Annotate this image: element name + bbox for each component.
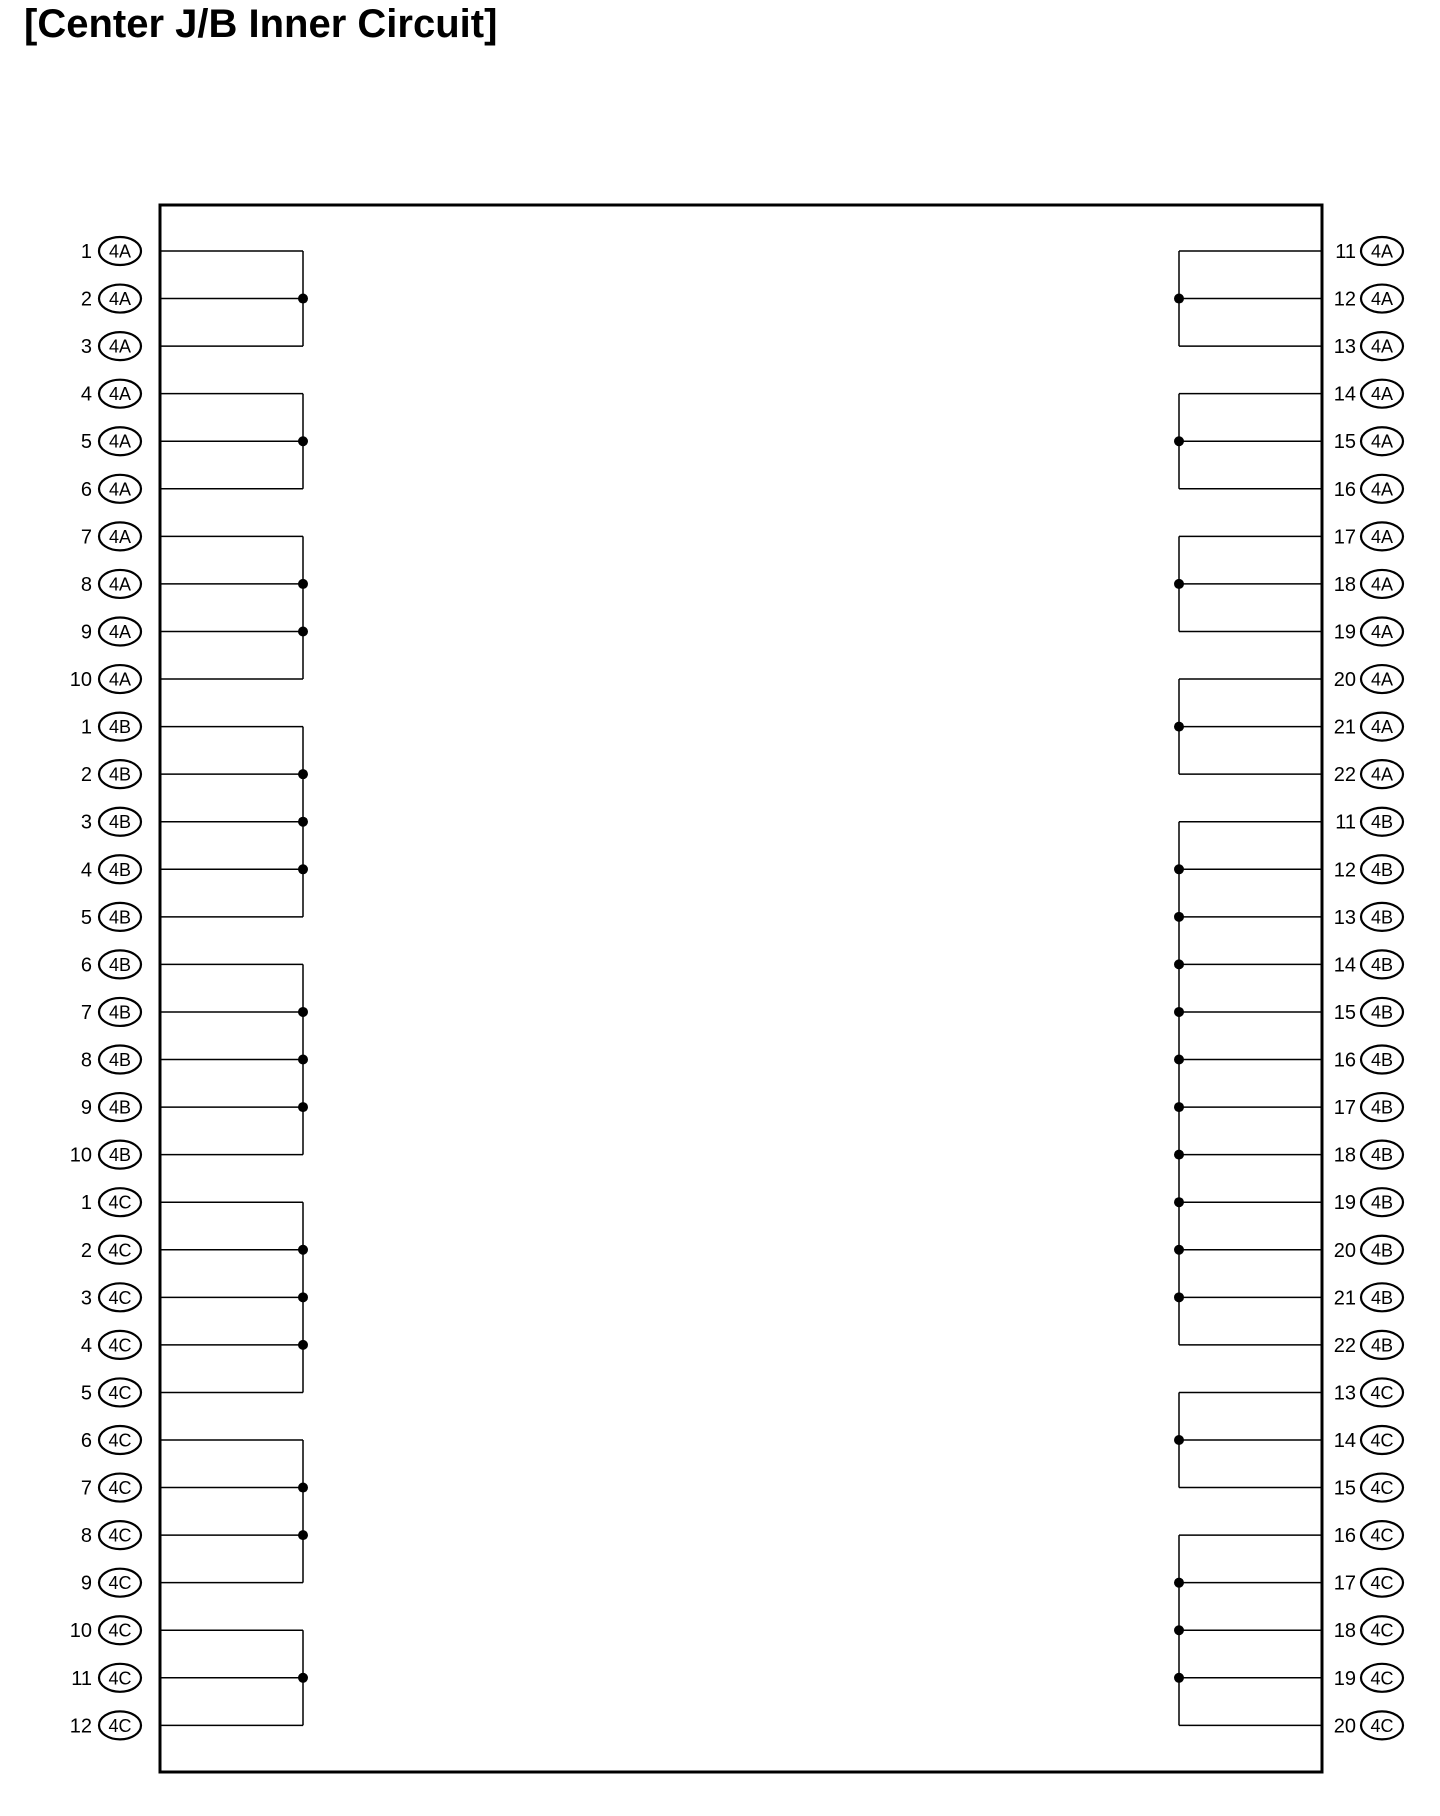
pin-right	[1334, 1141, 1403, 1169]
connector-id: 4C	[1370, 1430, 1394, 1451]
pin-left	[81, 1093, 141, 1121]
connector-id: 4C	[1370, 1620, 1394, 1641]
pin-left	[81, 237, 141, 265]
connector-id: 4C	[108, 1192, 132, 1213]
pin-number: 22	[1333, 1334, 1356, 1357]
pin-number: 5	[80, 906, 92, 929]
pin-right	[1334, 617, 1403, 645]
connector-id: 4B	[108, 907, 132, 928]
pin-number: 12	[69, 1715, 92, 1738]
pin-left	[81, 1283, 141, 1311]
pin-number: 21	[1333, 716, 1356, 739]
pin-number: 20	[1333, 669, 1356, 692]
circuit-group-left	[160, 727, 308, 917]
pin-number: 11	[1335, 241, 1356, 263]
pin-right	[1334, 1426, 1403, 1454]
circuit-group-left	[160, 536, 308, 679]
connector-id: 4B	[1370, 1002, 1394, 1023]
pin-left	[81, 903, 141, 931]
connector-id: 4B	[108, 1002, 132, 1023]
pin-number: 19	[1333, 621, 1356, 644]
connector-id: 4A	[1370, 526, 1394, 547]
pin-left	[81, 1378, 141, 1406]
connector-id: 4A	[1370, 669, 1394, 690]
pin-number: 22	[1333, 764, 1356, 787]
pin-number: 1	[80, 1192, 92, 1215]
pin-right	[1334, 1046, 1403, 1074]
pin-left	[81, 950, 141, 978]
pin-left	[81, 808, 141, 836]
pin-number: 5	[80, 1382, 92, 1405]
connector-id: 4B	[1370, 1240, 1394, 1261]
pin-right	[1334, 1093, 1403, 1121]
pin-right	[1334, 1474, 1403, 1502]
connector-id: 4A	[108, 574, 132, 595]
pin-number: 16	[1333, 1525, 1356, 1548]
connector-id: 4C	[1370, 1668, 1394, 1689]
connector-id: 4C	[108, 1478, 132, 1499]
pin-right	[1334, 1616, 1403, 1644]
pin-number: 20	[1333, 1715, 1356, 1738]
pin-number: 13	[1333, 336, 1356, 359]
connector-id: 4B	[1370, 1335, 1394, 1356]
connector-id: 4A	[108, 336, 132, 357]
pin-number: 18	[1333, 573, 1356, 596]
junction-block-outline	[160, 205, 1322, 1772]
connector-id: 4C	[1370, 1525, 1394, 1546]
connector-id: 4B	[108, 1145, 132, 1166]
circuit-group-left	[160, 1202, 308, 1392]
pin-left	[70, 1616, 141, 1644]
pin-right	[1334, 1378, 1403, 1406]
connector-id: 4A	[108, 289, 132, 310]
connector-id: 4A	[1370, 479, 1394, 500]
connector-id: 4C	[108, 1335, 132, 1356]
pin-left	[71, 1664, 141, 1692]
pin-left	[81, 427, 141, 455]
pin-right	[1334, 1236, 1403, 1264]
pin-left	[81, 617, 141, 645]
pin-number: 12	[1333, 288, 1356, 311]
pin-number: 6	[80, 478, 92, 501]
connector-id: 4B	[1370, 1145, 1394, 1166]
pin-number: 15	[1333, 431, 1356, 454]
connector-id: 4A	[1370, 621, 1394, 642]
pin-left	[81, 1046, 141, 1074]
connector-id: 4B	[108, 859, 132, 880]
pin-right	[1334, 998, 1403, 1026]
pin-right	[1334, 285, 1403, 313]
pin-number: 16	[1333, 1049, 1356, 1072]
connector-id: 4B	[1370, 1097, 1394, 1118]
connector-id: 4C	[108, 1715, 132, 1736]
pin-right	[1334, 855, 1403, 883]
connector-id: 4A	[1370, 574, 1394, 595]
pin-number: 4	[80, 383, 92, 406]
pin-number: 2	[80, 764, 92, 787]
circuit-group-right	[1174, 679, 1322, 774]
pin-number: 13	[1333, 1382, 1356, 1405]
pin-left	[81, 1474, 141, 1502]
pin-left	[81, 1236, 141, 1264]
pin-left	[70, 1711, 141, 1739]
circuit-group-left	[160, 251, 308, 346]
pin-right	[1335, 237, 1403, 265]
right-connector-pins	[1334, 237, 1403, 1739]
pin-number: 14	[1333, 954, 1356, 977]
pin-number: 7	[80, 526, 92, 549]
pin-number: 20	[1333, 1239, 1356, 1262]
pin-right	[1334, 1188, 1403, 1216]
connector-id: 4C	[108, 1573, 132, 1594]
pin-left	[81, 1521, 141, 1549]
pin-number: 19	[1333, 1192, 1356, 1215]
connector-id: 4A	[108, 526, 132, 547]
pin-number: 18	[1333, 1144, 1356, 1167]
connector-id: 4C	[108, 1240, 132, 1261]
connector-id: 4A	[1370, 764, 1394, 785]
pin-number: 3	[80, 336, 92, 359]
pin-number: 9	[80, 1572, 92, 1595]
connector-id: 4A	[108, 479, 132, 500]
circuit-group-left	[160, 1440, 308, 1583]
circuit-group-left	[160, 1630, 308, 1725]
pin-left	[81, 1331, 141, 1359]
pin-right	[1334, 950, 1403, 978]
pin-number: 14	[1333, 1430, 1356, 1452]
pin-left	[81, 332, 141, 360]
internal-circuit-wires	[160, 251, 1322, 1725]
pin-number: 9	[80, 621, 92, 644]
connector-id: 4A	[1370, 241, 1394, 262]
pin-number: 12	[1333, 859, 1356, 882]
connector-id: 4B	[108, 717, 132, 738]
pin-number: 9	[80, 1097, 92, 1120]
pin-number: 15	[1333, 1001, 1356, 1024]
pin-number: 7	[80, 1477, 92, 1500]
pin-number: 3	[80, 1287, 92, 1310]
pin-number: 10	[69, 1144, 92, 1167]
circuit-group-left	[160, 394, 308, 489]
connector-id: 4C	[108, 1620, 132, 1641]
pin-left	[81, 475, 141, 503]
pin-right	[1334, 903, 1403, 931]
connector-id: 4B	[1370, 1192, 1394, 1213]
pin-number: 5	[80, 431, 92, 454]
pin-left	[81, 570, 141, 598]
connector-id: 4C	[108, 1287, 132, 1308]
circuit-group-right	[1174, 1392, 1322, 1487]
pin-right	[1334, 475, 1403, 503]
pin-number: 8	[80, 1049, 92, 1072]
circuit-group-right	[1174, 394, 1322, 489]
pin-number: 6	[80, 1430, 92, 1452]
pin-right	[1334, 1521, 1403, 1549]
pin-number: 2	[80, 1239, 92, 1262]
connector-id: 4A	[108, 431, 132, 452]
pin-right	[1334, 380, 1403, 408]
connector-id: 4B	[108, 812, 132, 833]
connector-id: 4A	[108, 241, 132, 262]
pin-number: 10	[69, 669, 92, 692]
pin-right	[1334, 522, 1403, 550]
pin-left	[81, 380, 141, 408]
pin-right	[1334, 1331, 1403, 1359]
pin-left	[70, 1141, 141, 1169]
circuit-group-right	[1174, 251, 1322, 346]
connector-id: 4A	[1370, 717, 1394, 738]
page-title: [Center J/B Inner Circuit]	[24, 2, 498, 46]
pin-right	[1334, 1711, 1403, 1739]
pin-number: 1	[80, 241, 92, 263]
pin-number: 17	[1333, 1097, 1356, 1120]
connector-id: 4B	[1370, 1287, 1394, 1308]
pin-left	[81, 713, 141, 741]
connector-id: 4B	[1370, 954, 1394, 975]
pin-right	[1334, 713, 1403, 741]
pin-right	[1334, 1283, 1403, 1311]
pin-left	[81, 998, 141, 1026]
pin-number: 11	[1335, 811, 1356, 834]
connector-id: 4C	[1370, 1715, 1394, 1736]
pin-number: 16	[1333, 478, 1356, 501]
pin-right	[1334, 665, 1403, 693]
pin-left	[81, 855, 141, 883]
pin-number: 2	[80, 288, 92, 311]
pin-number: 18	[1333, 1620, 1356, 1643]
pin-left	[81, 1188, 141, 1216]
pin-left	[81, 1426, 141, 1454]
pin-number: 1	[80, 716, 92, 739]
connector-id: 4B	[1370, 907, 1394, 928]
connector-id: 4A	[108, 384, 132, 405]
pin-right	[1334, 760, 1403, 788]
connector-id: 4C	[1370, 1573, 1394, 1594]
pin-number: 21	[1333, 1287, 1356, 1310]
connector-id: 4B	[1370, 812, 1394, 833]
pin-number: 8	[80, 1525, 92, 1548]
pin-left	[81, 522, 141, 550]
pin-number: 14	[1333, 383, 1356, 406]
pin-left	[81, 760, 141, 788]
pin-left	[70, 665, 141, 693]
pin-right	[1334, 427, 1403, 455]
pin-number: 8	[80, 573, 92, 596]
pin-number: 11	[71, 1667, 92, 1690]
left-connector-pins	[70, 237, 141, 1739]
pin-number: 10	[69, 1620, 92, 1643]
pin-number: 3	[80, 811, 92, 834]
pin-right	[1334, 1664, 1403, 1692]
pin-left	[81, 285, 141, 313]
pin-number: 17	[1333, 1572, 1356, 1595]
circuit-group-right	[1174, 536, 1322, 631]
pin-number: 4	[80, 1334, 92, 1357]
pin-number: 4	[80, 859, 92, 882]
connector-id: 4B	[108, 764, 132, 785]
pin-left	[81, 1569, 141, 1597]
connector-id: 4B	[1370, 859, 1394, 880]
connector-id: 4A	[108, 621, 132, 642]
pin-right	[1334, 570, 1403, 598]
pin-number: 13	[1333, 906, 1356, 929]
connector-id: 4C	[108, 1668, 132, 1689]
connector-id: 4C	[108, 1525, 132, 1546]
connector-id: 4C	[108, 1382, 132, 1403]
connector-id: 4C	[1370, 1478, 1394, 1499]
connector-id: 4A	[108, 669, 132, 690]
circuit-group-left	[160, 964, 308, 1154]
connector-id: 4B	[108, 1097, 132, 1118]
connector-id: 4B	[108, 1050, 132, 1071]
pin-right	[1334, 332, 1403, 360]
pin-number: 7	[80, 1001, 92, 1024]
pin-number: 19	[1333, 1667, 1356, 1690]
pin-number: 6	[80, 954, 92, 977]
connector-id: 4C	[1370, 1382, 1394, 1403]
pin-right	[1334, 1569, 1403, 1597]
pin-number: 15	[1333, 1477, 1356, 1500]
pin-number: 17	[1333, 526, 1356, 549]
connector-id: 4A	[1370, 431, 1394, 452]
circuit-group-right	[1174, 822, 1322, 1345]
connector-id: 4A	[1370, 384, 1394, 405]
connector-id: 4B	[1370, 1050, 1394, 1071]
connector-id: 4B	[108, 954, 132, 975]
circuit-group-right	[1174, 1535, 1322, 1725]
connector-id: 4C	[108, 1430, 132, 1451]
pin-right	[1335, 808, 1403, 836]
connector-id: 4A	[1370, 336, 1394, 357]
connector-id: 4A	[1370, 289, 1394, 310]
